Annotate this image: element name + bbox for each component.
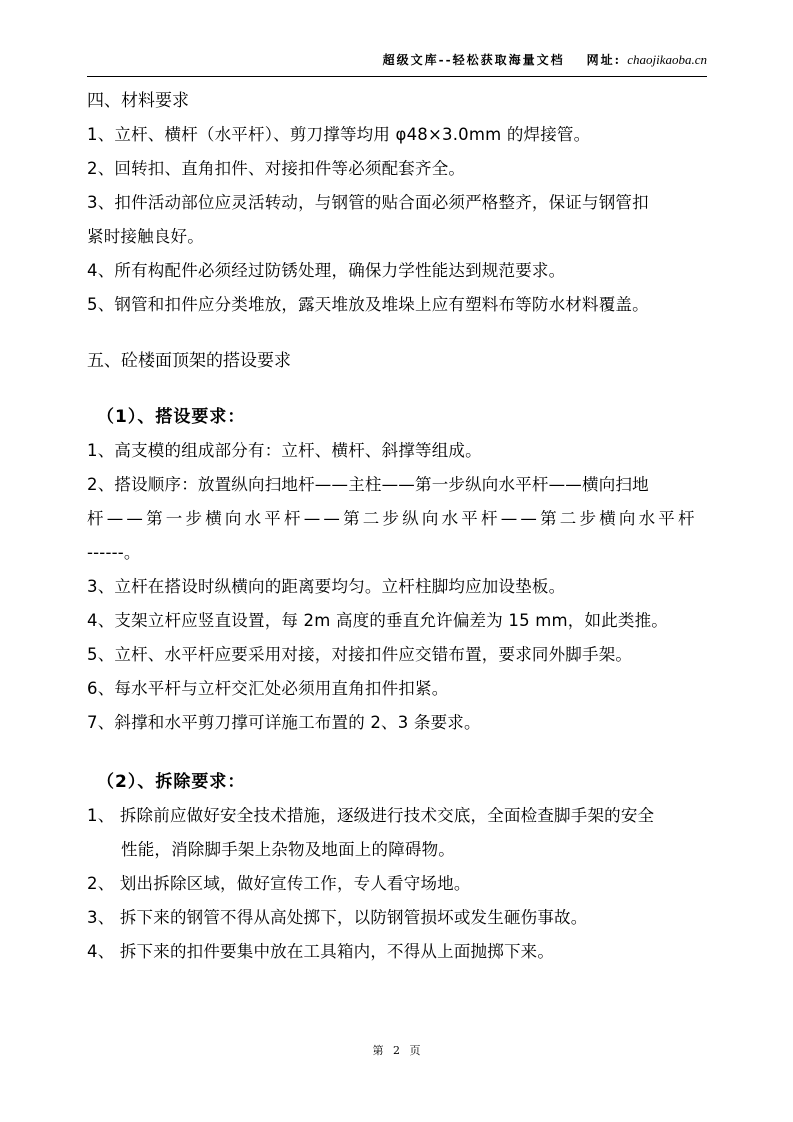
paragraph: 3、立杆在搭设时纵横向的距离要均匀。立杆柱脚均应加设垫板。 <box>87 577 566 596</box>
spacer <box>87 378 711 400</box>
spacer <box>87 322 711 344</box>
paragraph: 7、斜撑和水平剪刀撑可详施工布置的 2、3 条要求。 <box>87 713 481 732</box>
paragraph: 杆——第一步横向水平杆——第二步纵向水平杆——第二步横向水平杆 <box>87 509 698 528</box>
paragraph: 3、扣件活动部位应灵活转动，与钢管的贴合面必须严格整齐，保证与钢管扣 <box>87 193 649 212</box>
paragraph: 2、回转扣、直角扣件、对接扣件等必须配套齐全。 <box>87 159 466 178</box>
paragraph: 4、支架立杆应竖直设置，每 2m 高度的垂直允许偏差为 15 mm，如此类推。 <box>87 611 668 630</box>
paragraph: ------。 <box>87 543 141 562</box>
paragraph: 5、立杆、水平杆应要采用对接，对接扣件应交错布置，要求同外脚手架。 <box>87 645 633 664</box>
header-brand: 超级文库--轻松获取海量文档 <box>382 53 565 67</box>
subsection-title-erection: （1）、搭设要求： <box>97 407 246 427</box>
subsection-title-dismantling: （2）、拆除要求： <box>97 772 246 792</box>
paragraph: 2、搭设顺序：放置纵向扫地杆——主柱——第一步纵向水平杆——横向扫地 <box>87 475 649 494</box>
header-site-label: 网址: <box>586 53 622 67</box>
paragraph: 6、每水平杆与立杆交汇处必须用直角扣件扣紧。 <box>87 679 449 698</box>
paragraph: 紧时接触良好。 <box>87 227 204 246</box>
page-header <box>87 50 707 77</box>
header-site-url: chaojikaoba.cn <box>627 52 707 67</box>
document-body <box>87 84 711 969</box>
paragraph: 1、立杆、横杆（水平杆）、剪刀撑等均用 φ48×3.0mm 的焊接管。 <box>87 125 591 144</box>
paragraph: 4、 拆下来的扣件要集中放在工具箱内，不得从上面抛掷下来。 <box>87 942 555 961</box>
page-number: 第 2 页 <box>372 1044 421 1057</box>
paragraph: 1、 拆除前应做好安全技术措施，逐级进行技术交底，全面检查脚手架的安全 <box>87 806 655 825</box>
paragraph: 4、所有构配件必须经过防锈处理，确保力学性能达到规范要求。 <box>87 261 566 280</box>
paragraph: 2、 划出拆除区域，做好宣传工作，专人看守场地。 <box>87 874 471 893</box>
paragraph: 1、高支模的组成部分有：立杆、横杆、斜撑等组成。 <box>87 441 482 460</box>
spacer <box>87 740 711 765</box>
section-title-materials: 四、材料要求 <box>87 91 189 111</box>
paragraph-continuation: 性能，消除脚手架上杂物及地面上的障碍物。 <box>121 840 455 859</box>
paragraph: 3、 拆下来的钢管不得从高处掷下，以防钢管损坏或发生砸伤事故。 <box>87 908 588 927</box>
section-title-erection: 五、砼楼面顶架的搭设要求 <box>87 351 291 371</box>
paragraph: 5、钢管和扣件应分类堆放，露天堆放及堆垛上应有塑料布等防水材料覆盖。 <box>87 295 649 314</box>
